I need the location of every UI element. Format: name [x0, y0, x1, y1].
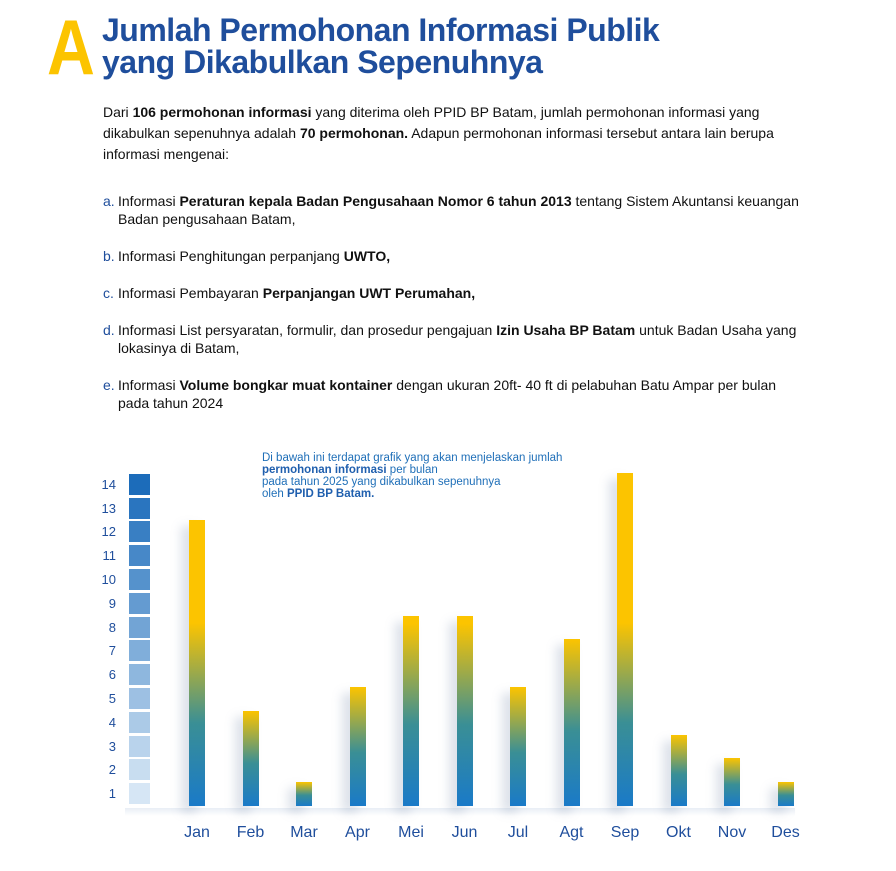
x-tick-label: Mei [398, 824, 424, 841]
y-tick-label: 3 [108, 738, 116, 754]
list-item: c. Informasi Pembayaran Perpanjangan UWT Perumahan, [103, 285, 476, 301]
y-axis-block [129, 593, 150, 614]
bar-feb [243, 711, 259, 806]
y-tick-label: 5 [108, 691, 116, 706]
bar-mei [403, 616, 419, 806]
y-tick-label: 8 [108, 619, 116, 635]
y-axis-block [129, 640, 150, 661]
y-axis-block [129, 474, 150, 495]
y-axis-block [129, 783, 150, 804]
y-axis-block [129, 545, 150, 566]
list-marker: b. [103, 248, 115, 264]
bar-nov [724, 758, 740, 806]
list-item: a. Informasi Peraturan kepala Badan Pengusahaan Nomor 6 tahun 2013 tentang Sistem Akuntansi keuangan Badan pengusahaan Batam, [103, 193, 799, 227]
bar-agt [564, 639, 580, 806]
x-tick-label: Jun [451, 824, 478, 841]
list-item: b. Informasi Penghitungan perpanjang UWTO, [103, 248, 391, 264]
x-tick-label: Jan [184, 824, 210, 841]
list-marker: a. [103, 193, 115, 209]
bar-apr [350, 687, 366, 806]
x-tick-label: Okt [666, 824, 691, 841]
section-letter: A [47, 3, 95, 91]
list-marker: d. [103, 322, 115, 338]
bar-mar [296, 782, 312, 806]
y-tick-label: 6 [108, 667, 116, 683]
title-line-2: yang Dikabulkan Sepenuhnya [102, 44, 543, 80]
x-tick-label: Nov [717, 824, 747, 841]
y-tick-label: 7 [108, 643, 116, 659]
y-axis-block [129, 759, 150, 780]
y-axis-block [129, 498, 150, 519]
list-item: d. Informasi List persyaratan, formulir, dan prosedur pengajuan Izin Usaha BP Batam untuk Badan Usaha yang lokasinya di Batam, [103, 322, 797, 356]
bar-jun [457, 616, 473, 806]
bar-jul [510, 687, 526, 806]
bar-sep [617, 473, 633, 806]
y-axis-block [129, 617, 150, 638]
x-tick-label: Agt [559, 824, 584, 841]
y-axis-block [129, 664, 150, 685]
intro-paragraph: Dari 106 permohonan informasi yang diterima oleh PPID BP Batam, jumlah permohonan informasi yang dikabulkan sepenuhnya adalah 70 permohonan. Adapun permohonan informasi tersebut antara lain berupa informasi mengenai: [103, 104, 774, 162]
bar-des [778, 782, 794, 806]
title-line-1: Jumlah Permohonan Informasi Publik [102, 12, 660, 48]
bar-okt [671, 735, 687, 806]
y-axis-block [129, 688, 150, 709]
y-tick-label: 4 [108, 714, 116, 730]
y-tick-label: 9 [108, 595, 116, 611]
x-axis-shadow [125, 808, 795, 816]
bar-jan [189, 520, 205, 806]
x-tick-label: Feb [236, 824, 265, 841]
y-tick-label: 14 [101, 476, 116, 492]
list-item: e. Informasi Volume bongkar muat kontainer dengan ukuran 20ft- 40 ft di pelabuhan Batu Ampar per bulan pada tahun 2024 [103, 377, 777, 411]
y-tick-label: 12 [101, 524, 116, 540]
x-tick-label: Mar [290, 824, 318, 841]
x-tick-label: Des [771, 824, 800, 841]
y-tick-label: 2 [108, 762, 116, 778]
x-tick-label: Sep [610, 824, 640, 841]
x-tick-label: Jul [507, 824, 529, 841]
y-tick-label: 10 [101, 572, 116, 587]
y-tick-label: 1 [108, 786, 116, 802]
x-tick-label: Apr [345, 824, 370, 841]
y-axis-block [129, 736, 150, 757]
list-marker: e. [103, 377, 115, 393]
y-axis-block [129, 521, 150, 542]
y-tick-label: 13 [101, 500, 116, 516]
chart-note: Di bawah ini terdapat grafik yang akan menjelaskan jumlah permohonan informasi per bulan pada tahun 2025 yang dikabulkan sepenuhnya oleh PPID BP Batam. [262, 452, 563, 500]
y-axis-block [129, 569, 150, 590]
list-marker: c. [103, 285, 114, 301]
y-tick-label: 11 [102, 548, 116, 564]
y-axis-block [129, 712, 150, 733]
